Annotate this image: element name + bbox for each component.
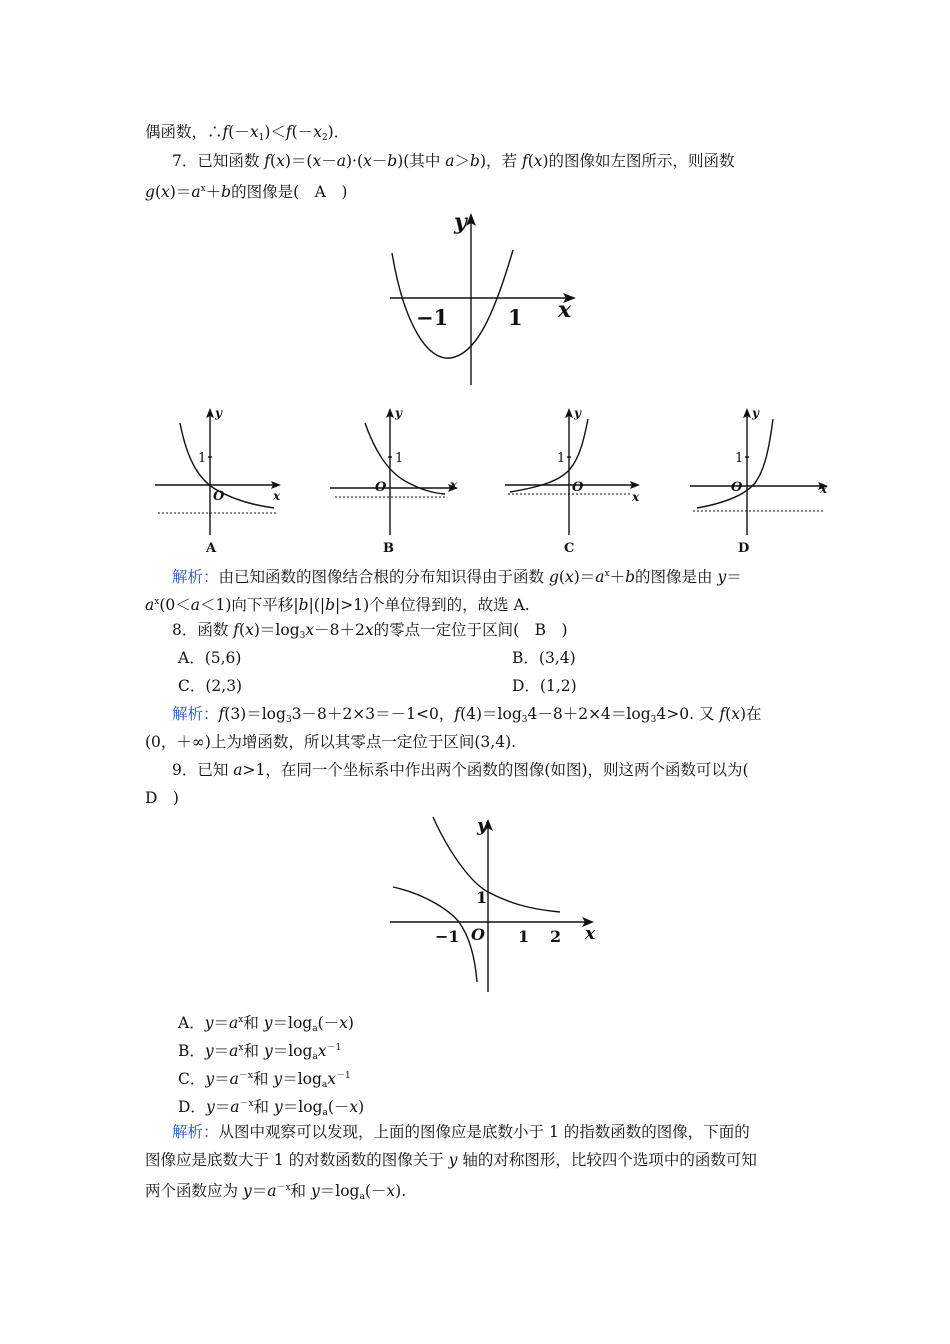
x-axis-label: x	[585, 924, 596, 944]
q9-option-d: D．$y=a^{-x}$和 $y=\log_a(-x)$	[178, 1098, 365, 1118]
y-label: y	[395, 406, 402, 420]
tick-label-y1: 1	[476, 888, 488, 907]
q8-solution-line2: (0，＋∞)上为增函数，所以其零点一定位于区间(3,4).	[145, 733, 517, 751]
option-graph-a	[150, 405, 290, 555]
origin-label: O	[375, 480, 387, 495]
x-label: x	[450, 478, 458, 492]
x-axis-label: x	[558, 297, 572, 323]
tick-label-1: 1	[557, 451, 566, 466]
parabola-graph	[380, 205, 590, 390]
caption-b: B	[383, 541, 394, 556]
parabola-curve	[392, 250, 513, 358]
caption-c: C	[564, 541, 575, 556]
q7-solution-line2: $a^x(0<a<1)$向下平移|b|(|b|>1)个单位得到的，故选 A.	[145, 596, 530, 614]
q8-option-d: D．(1,2)	[512, 677, 577, 695]
q8-stem: 8．函数 $f(x)=\log_3x-8+2x$的零点一定位于区间( B )	[172, 621, 568, 641]
tick-label-neg1: −1	[435, 927, 460, 946]
y-axis-label: y	[454, 209, 467, 235]
option-graph-c	[500, 405, 645, 555]
tick-label-1: 1	[508, 305, 523, 330]
y-label: y	[574, 406, 581, 420]
origin-label: O	[471, 925, 485, 944]
tick-label-1: 1	[518, 927, 530, 946]
caption-d: D	[738, 541, 750, 556]
x-label: x	[273, 489, 281, 503]
decreasing-exp-curve	[433, 817, 560, 912]
text-line-intro: 偶函数，$\therefore f(-x_1)<f(-x_2)$．	[145, 123, 350, 143]
q8-option-b: B．(3,4)	[512, 649, 576, 667]
q9-option-c: C．$y=a^{-x}$和 $y=\log_ax^{-1}$	[178, 1070, 351, 1090]
q9-solution-line1: 解析：从图中观察可以发现，上面的图像应是底数小于 1 的指数函数的图像，下面的	[172, 1123, 750, 1141]
option-graph-d	[685, 405, 835, 555]
option-graph-b	[325, 405, 465, 555]
q8-solution-line1: 解析：$f(3)=\log_33-8+2\times 3=-1<0$，$f(4)=\log_34-8+2\times 4=\log_34>0$. 又 f(x)在	[172, 705, 762, 725]
q9-stem-line1: 9．已知 a>1，在同一个坐标系中作出两个函数的图像(如图)，则这两个函数可以为(	[172, 761, 749, 779]
y-axis-label: y	[477, 815, 488, 836]
q9-option-b: B．$y=a^x$和 $y=\log_ax^{-1}$	[178, 1042, 342, 1062]
caption-a: A	[206, 541, 217, 556]
tick-label-neg1: −1	[416, 305, 449, 330]
q9-solution-line2: 图像应是底数大于 1 的对数函数的图像关于 y 轴的对称图形，比较四个选项中的函数可知	[145, 1151, 757, 1169]
y-label: y	[215, 406, 222, 420]
q7-stem-line2: $g(x)=a^x+b$的图像是( A )	[145, 183, 348, 201]
q8-option-a: A．(5,6)	[178, 649, 242, 667]
tick-label-2: 2	[550, 927, 562, 946]
q8-option-c: C．(2,3)	[178, 677, 243, 695]
q7-solution-line1: 解析：由已知函数的图像结合根的分布知识得由于函数 $g(x)=a^x+b$的图像是由 y＝	[172, 568, 742, 586]
tick-label-1: 1	[735, 451, 744, 466]
curve	[180, 423, 274, 508]
q9-solution-line3: 两个函数应为 $y=a^{-x}$和 $y=\log_a(-x)$.	[145, 1182, 407, 1202]
q9-option-a: A．$y=a^x$和 $y=\log_a(-x)$	[178, 1014, 354, 1034]
tick-label-1: 1	[395, 451, 404, 466]
x-label: x	[632, 490, 640, 504]
x-label: x	[820, 482, 828, 496]
y-label: y	[752, 406, 759, 420]
tick-label-1: 1	[198, 451, 207, 466]
q9-stem-line2: D )	[145, 789, 179, 807]
exp-log-graph	[385, 812, 605, 992]
origin-label: O	[213, 489, 225, 504]
q7-stem-line1: 7．已知函数 f(x)＝(x－a)·(x－b)(其中 a＞b)，若 f(x)的图像如左图所示，则函数	[172, 152, 735, 170]
origin-label: O	[572, 480, 584, 495]
origin-label: O	[731, 480, 743, 495]
